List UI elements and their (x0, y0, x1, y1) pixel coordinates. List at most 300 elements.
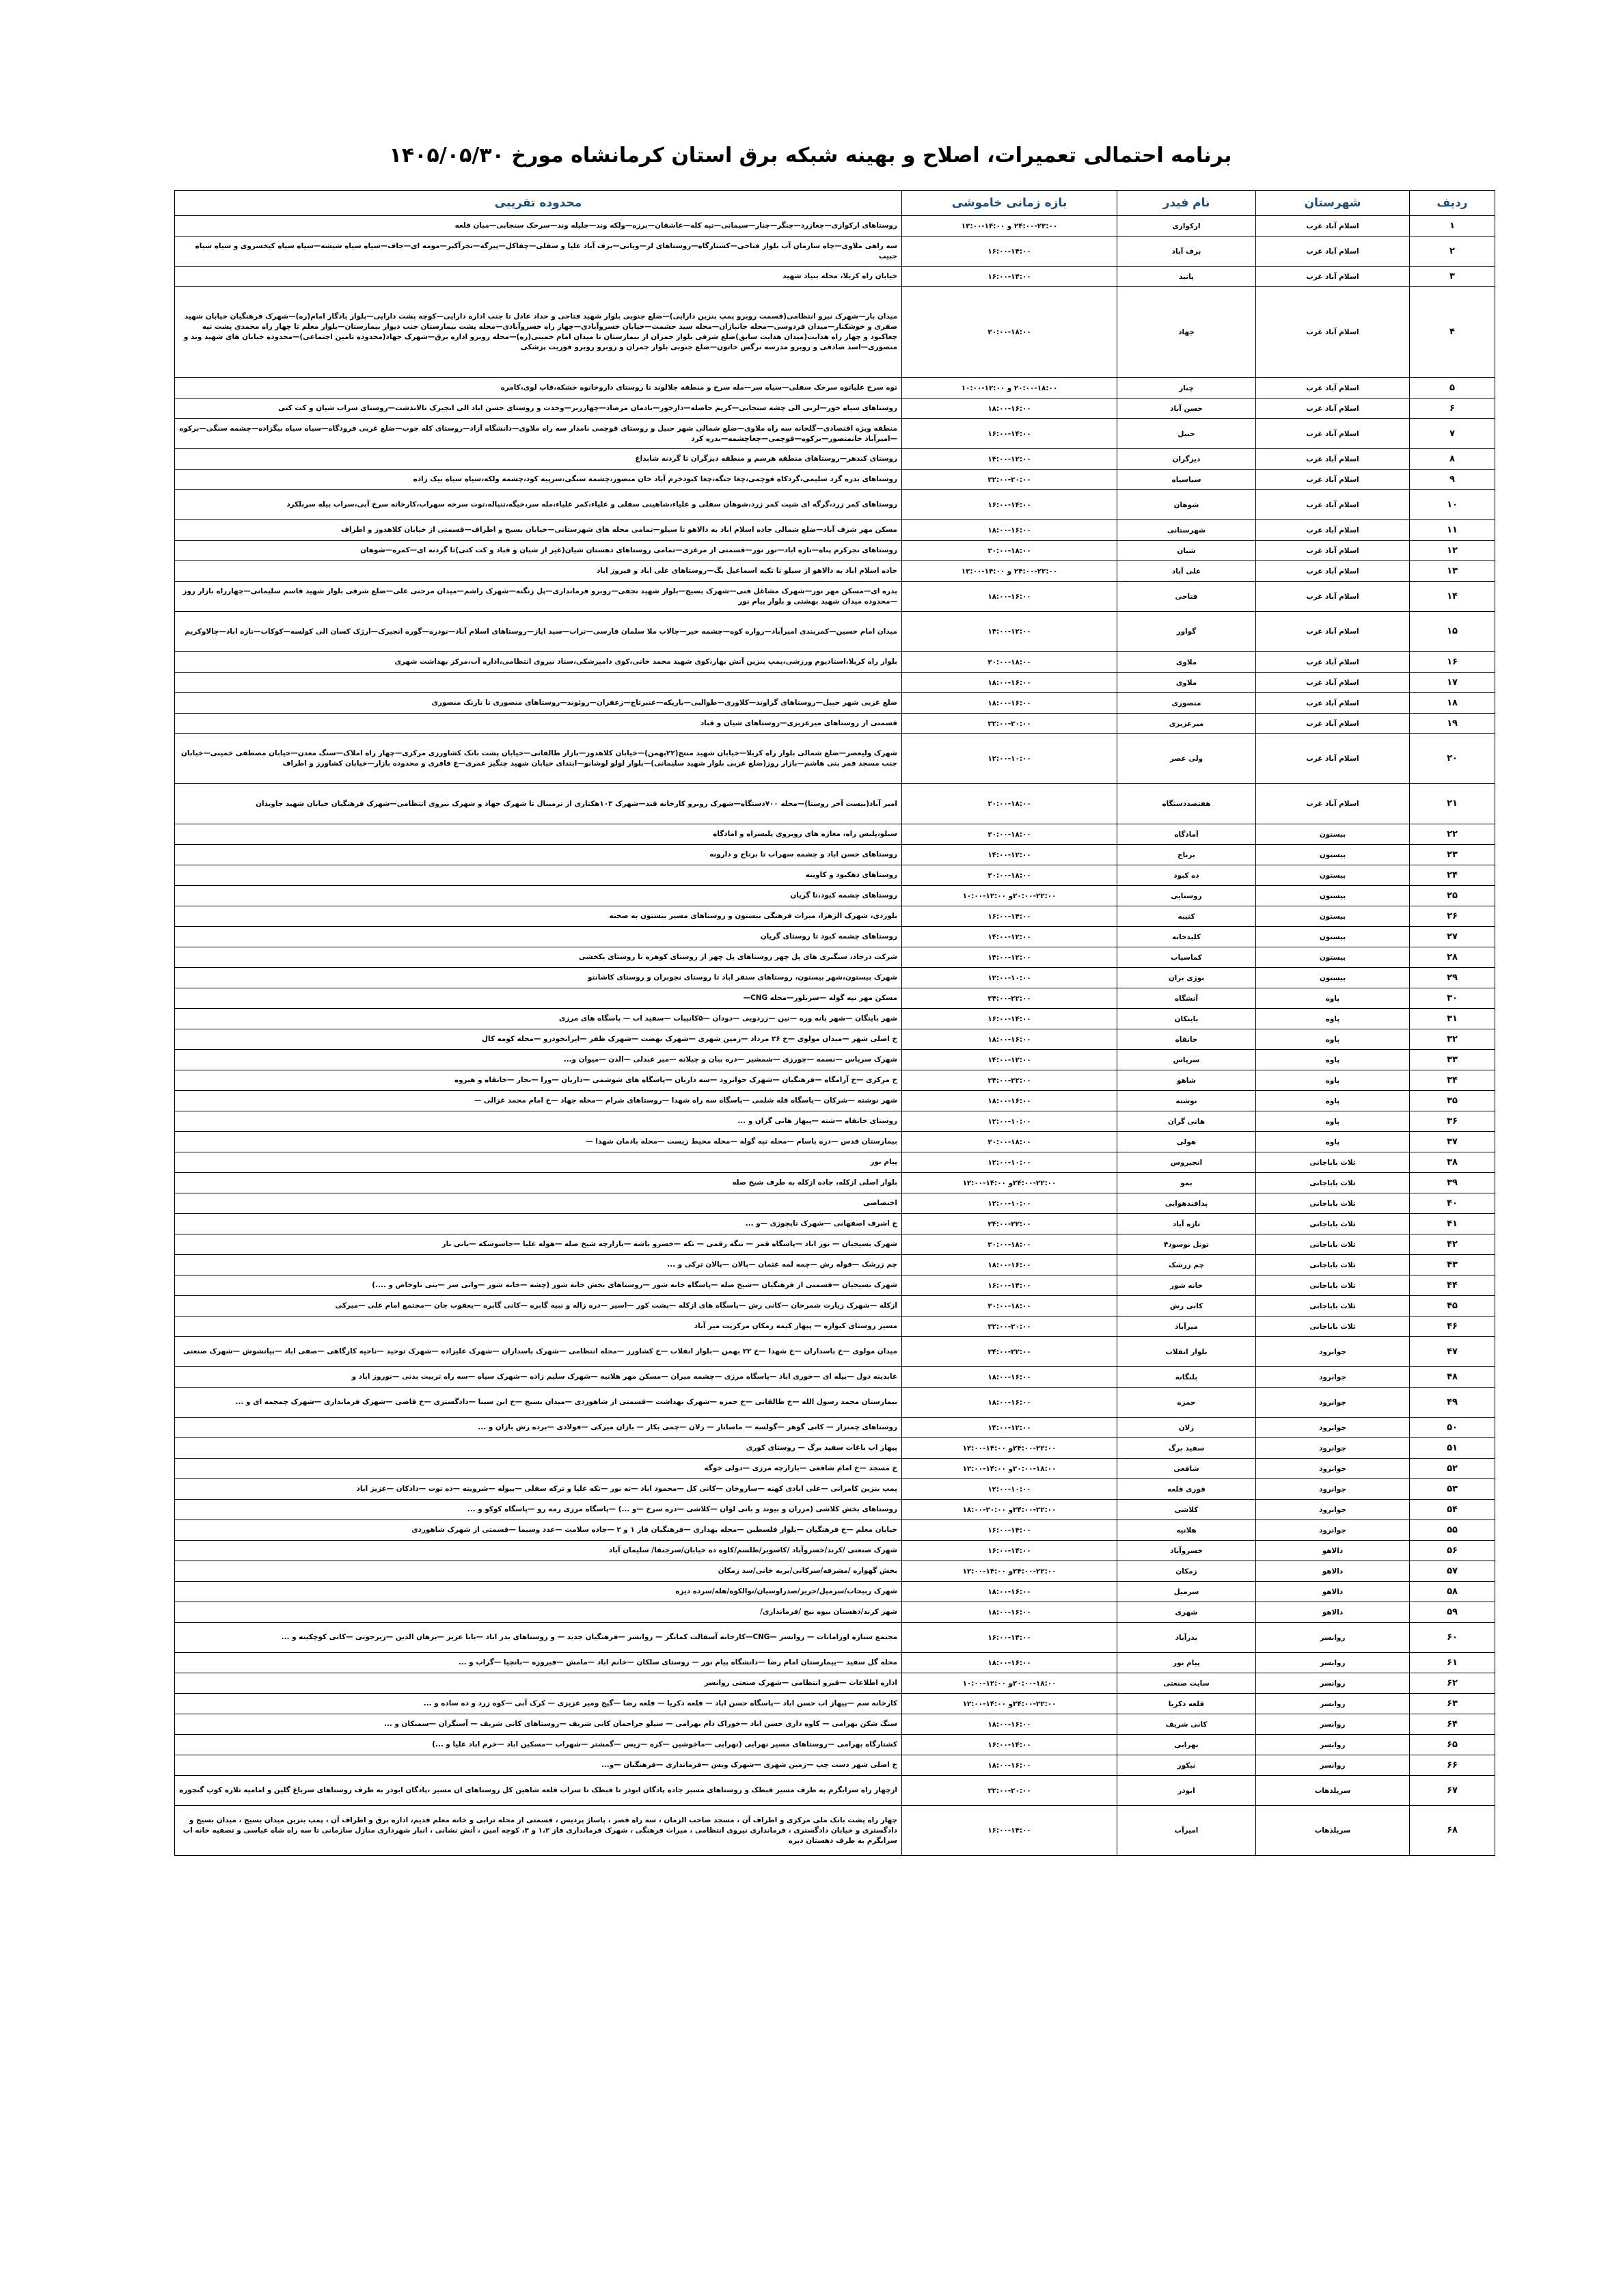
table-row (175, 1735, 1495, 1755)
table-row (175, 1132, 1495, 1152)
table-row (175, 1091, 1495, 1111)
table-row (175, 714, 1495, 734)
row-number-cell: ۲۹ (1410, 968, 1495, 988)
table-row (175, 1673, 1495, 1694)
area-cell: شرکت درجاد، سنگبری های پل چهر روستاهای پل چهر از روستای کوهره تا روستای یکخشی (175, 947, 902, 968)
feeder-cell: ملاوی (1117, 652, 1256, 673)
table-row (175, 612, 1495, 652)
area-cell: منطقه ویژه اقتصادی—گلخانه سه راه ملاوی—ضلع شمالی شهر حبیل و روستای قوچمی نامدار سه راه ملاوی—دانشگاه آزاد—روستای کله جوب—ضلع غربی فرودگاه—سیاه سیاه بیگزاده—چشمه سنگی—برکوه—امیرآباد خانمنصور—برکوه—قوچمی—چغاچشمه—بدره کرد (175, 419, 902, 449)
feeder-cell: ولی عصر (1117, 734, 1256, 784)
table-row (175, 1602, 1495, 1623)
area-cell: اداره اطلاعات —قیرو انتظامی —شهرک صنعتی روانسر (175, 1673, 902, 1694)
feeder-cell: خانه شور (1117, 1275, 1256, 1296)
outage-schedule-table (174, 190, 1495, 1856)
outage-time-cell: ۲۴:۰۰-۲۲:۰۰ و ۱۴:۰۰-۱۲:۰۰ (902, 561, 1117, 582)
outage-time-cell: ۲۴:۰۰-۲۲:۰۰و ۱۴:۰۰-۱۲:۰۰ (902, 1561, 1117, 1582)
table-row (175, 693, 1495, 714)
row-number-cell: ۳ (1410, 267, 1495, 287)
feeder-cell: علی آباد (1117, 561, 1256, 582)
feeder-cell: قلعه ذکریا (1117, 1694, 1256, 1714)
feeder-cell: کلیدخانه (1117, 927, 1256, 947)
feeder-cell: ابوذر (1117, 1776, 1256, 1806)
table-row (175, 1029, 1495, 1050)
feeder-cell: نیکور (1117, 1755, 1256, 1776)
header-approximate-area: محدوده تقریبی (175, 191, 902, 216)
feeder-cell: ده کبود (1117, 865, 1256, 886)
table-row (175, 1296, 1495, 1316)
area-cell: میدان امام حسین—کمربندی امیرآباد—زواره کوه—چشمه خیر—چالاب ملا سلمان فارسی—تراب—سید ایاز—روستاهای اسلام آباد—نودره—گوره انجیرک—ارژک کسان الی کولسه—کوکاب—تازه اباد—چالاوکریم (175, 612, 902, 652)
table-row (175, 561, 1495, 582)
outage-time-cell: ۲۲:۰۰-۲۰:۰۰ (902, 470, 1117, 490)
row-number-cell: ۵۹ (1410, 1602, 1495, 1623)
row-number-cell: ۵۴ (1410, 1500, 1495, 1520)
area-cell: روستاهای بدره گرد سلیمی،گردکاه قوچمی،چغا جنگه،چغا کبودخرم آباد خان منصور،چشمه سنگی،سرپیه کود،چشمه ولکه،سیاه سیاه بیک زاده (175, 470, 902, 490)
table-row (175, 582, 1495, 612)
city-cell: دالاهو (1256, 1602, 1410, 1623)
outage-time-cell: ۱۶:۰۰-۱۴:۰۰ (902, 1275, 1117, 1296)
outage-time-cell: ۱۸:۰۰-۱۶:۰۰ (902, 1653, 1117, 1673)
table-row (175, 1316, 1495, 1337)
city-cell: روانسر (1256, 1653, 1410, 1673)
feeder-cell: شافعی (1117, 1459, 1256, 1479)
city-cell: پاوه (1256, 1070, 1410, 1091)
feeder-cell: نوژی بران (1117, 968, 1256, 988)
city-cell: بیستون (1256, 968, 1410, 988)
row-number-cell: ۵۷ (1410, 1561, 1495, 1582)
feeder-cell: تازه آباد (1117, 1214, 1256, 1234)
area-cell: روستاهای چشمه کبود تا روستای گریان (175, 927, 902, 947)
outage-time-cell: ۱۶:۰۰-۱۴:۰۰ (902, 1541, 1117, 1561)
row-number-cell: ۴۲ (1410, 1234, 1495, 1255)
table-row (175, 673, 1495, 693)
outage-time-cell: ۲۰:۰۰-۱۸:۰۰ (902, 784, 1117, 824)
row-number-cell: ۶۰ (1410, 1623, 1495, 1653)
feeder-cell: هلانیه (1117, 1520, 1256, 1541)
area-cell: روستای کندهر—روستاهای منطقه هرسم و منطقه دیزگران تا گردنه شابداغ (175, 449, 902, 470)
table-row (175, 845, 1495, 865)
feeder-cell: شهری (1117, 1602, 1256, 1623)
table-row (175, 927, 1495, 947)
row-number-cell: ۵۳ (1410, 1479, 1495, 1500)
feeder-cell: نوشته (1117, 1091, 1256, 1111)
table-row (175, 1337, 1495, 1367)
city-cell: ثلاث باباجانی (1256, 1234, 1410, 1255)
row-number-cell: ۲۵ (1410, 886, 1495, 906)
area-cell: مسکن مهر تپه گوله —سربلور—محله CNG— (175, 988, 902, 1009)
area-cell: شهر باینگان —شهر بانه وره —نین —زردویی —دودان —۵کانیپاب —سفید اب — پاسگاه های مرزی (175, 1009, 902, 1029)
feeder-cell: حبیل (1117, 419, 1256, 449)
outage-time-cell: ۱۸:۰۰-۱۶:۰۰ (902, 1582, 1117, 1602)
area-cell: روستاهای نجرکرم پناه—تازه اباد—نور نور—قسمتی از مرغزی—تمامی روستاهای دهستان شیان(غیر از شیان و قباد و کت کتی)تا گردنه ای—کمره—شوهان (175, 541, 902, 561)
area-cell: خ اصلی شهر —میدان مولوی —خ ۲۶ مرداد —زمین شهری —شهرک نهضت —شهرک ظفر —ایرانخودرو —محله کومه کال (175, 1029, 902, 1050)
area-cell: خ اشرف اصفهانی —شهرک تایچوزی —و ... (175, 1214, 902, 1234)
outage-time-cell: ۲۰:۰۰-۱۸:۰۰ (902, 541, 1117, 561)
city-cell: اسلام آباد غرب (1256, 287, 1410, 378)
area-cell (175, 673, 902, 693)
row-number-cell: ۹ (1410, 470, 1495, 490)
feeder-cell: دیزگران (1117, 449, 1256, 470)
feeder-cell: میرعزیزی (1117, 714, 1256, 734)
area-cell: چهار راه پشت بانک ملی مرکزی و اطراف آن ، مسجد صاحب الزمان ، سه راه قصر ، پاساژ پردیس ، قسمتی از محله ترابی و خانه معلم قدیم، اداره برق و اطراف آن ، پمپ بنزین میدان بسیج ، میدان بسیج و دادگستری و خیابان دادگستری ، فرمانداری نیروی انتظامی ، میراث فرهنگی ، شهرک فرمانداری فاز ۱،۲ و ۳، کوچه امین ، آتش نشانی ، انبار شهرداری منازل سازمانی تا سه راه شاه عباسی و تصفیه خانه اب سرابگرم به طرف دهستان دیره (175, 1806, 902, 1856)
feeder-cell: کتیبه (1117, 906, 1256, 927)
row-number-cell: ۱۲ (1410, 541, 1495, 561)
feeder-cell: بدرآباد (1117, 1623, 1256, 1653)
outage-time-cell: ۲۰:۰۰-۱۸:۰۰ (902, 1132, 1117, 1152)
outage-time-cell: ۲۰:۰۰-۱۸:۰۰ (902, 865, 1117, 886)
row-number-cell: ۳۶ (1410, 1111, 1495, 1132)
table-row (175, 1776, 1495, 1806)
area-cell: بلوار اصلی ازکله، جاده ازکله به طرف شیخ صله (175, 1173, 902, 1193)
feeder-cell: بلوار انقلاب (1117, 1337, 1256, 1367)
city-cell: روانسر (1256, 1735, 1410, 1755)
feeder-cell: سرمیل (1117, 1582, 1256, 1602)
area-cell: پیام نور (175, 1152, 902, 1173)
outage-time-cell: ۱۸:۰۰-۱۶:۰۰ (902, 1388, 1117, 1418)
table-row (175, 1714, 1495, 1735)
row-number-cell: ۲۸ (1410, 947, 1495, 968)
table-row (175, 1111, 1495, 1132)
row-number-cell: ۱۴ (1410, 582, 1495, 612)
row-number-cell: ۶۵ (1410, 1735, 1495, 1755)
area-cell: شهر کرند/دهستان بیوه نیج /فرمانداری/ (175, 1602, 902, 1623)
area-cell: شهرک بسیجیان —قسمتی از فرهنگیان —شیخ صله —پاسگاه خانه شور —روستاهای بخش خانه شور (چشه —خانه شور —وانی سر —بنی ناوخاص و ....) (175, 1275, 902, 1296)
table-row (175, 1214, 1495, 1234)
outage-time-cell: ۱۶:۰۰-۱۴:۰۰ (902, 267, 1117, 287)
area-cell: روستای خانقاه —شته —پیهاز هانی گران و ... (175, 1111, 902, 1132)
area-cell: سه راهی ملاوی—چاه سازمان آب بلوار فتاحی—کشتارگاه—روستاهای لر—ویانی—برف آباد علیا و سفلی—چقاکل—پیرگه—تجرآکبر—مومه ای—جاف—سیاه سیاه شیشه—سیاه سیاه کیخسروی و سیاه سیاه حبیب (175, 237, 902, 267)
city-cell: اسلام آباد غرب (1256, 419, 1410, 449)
city-cell: پاوه (1256, 1009, 1410, 1029)
row-number-cell: ۱۷ (1410, 673, 1495, 693)
area-cell: شهرک ربیحاب/سرمیل/حریر/صدراوسیان/نوالکوه/هله/سرده دیزه (175, 1582, 902, 1602)
outage-time-cell: ۱۲:۰۰-۱۰:۰۰ (902, 968, 1117, 988)
city-cell: روانسر (1256, 1714, 1410, 1735)
city-cell: بیستون (1256, 947, 1410, 968)
feeder-cell: امیرآب (1117, 1806, 1256, 1856)
outage-time-cell: ۱۶:۰۰-۱۴:۰۰ (902, 490, 1117, 520)
feeder-cell: آمادگاه (1117, 824, 1256, 845)
table-row (175, 1367, 1495, 1388)
city-cell: سرپلذهاب (1256, 1806, 1410, 1856)
outage-time-cell: ۱۶:۰۰-۱۴:۰۰ (902, 1009, 1117, 1029)
area-cell: شهرک بیستون،شهر بیستون، روستاهای سنقر اباد تا روستای نجوبران و روستای کاشانتو (175, 968, 902, 988)
area-cell: شهرک بسیجیان — نور اباد —پاسگاه قمر — تنگه رقمی — تکه —خسرو باشه —بازارچه شیخ صله —هوله علیا —جاسوسکه —بانی نار (175, 1234, 902, 1255)
table-row (175, 1234, 1495, 1255)
table-row (175, 1070, 1495, 1091)
outage-time-cell: ۱۸:۰۰-۱۶:۰۰ (902, 582, 1117, 612)
table-row (175, 378, 1495, 399)
table-row (175, 1653, 1495, 1673)
row-number-cell: ۴۵ (1410, 1296, 1495, 1316)
city-cell: اسلام آباد غرب (1256, 470, 1410, 490)
page-title: برنامه احتمالی تعمیرات، اصلاح و بهینه شبکه برق استان کرمانشاه مورخ ۱۴۰۵/۰۵/۳۰ (389, 144, 1232, 167)
feeder-cell: منصوری (1117, 693, 1256, 714)
feeder-cell: کانی شریف (1117, 1714, 1256, 1735)
area-cell: روستاهای چشمه کبود،تا گریان (175, 886, 902, 906)
table-row (175, 1582, 1495, 1602)
outage-time-cell: ۱۶:۰۰-۱۴:۰۰ (902, 237, 1117, 267)
area-cell: سنگ شکن بهرامی — کاوه داری حسن اباد —خوراک دام بهرامی — سیلو جراحمان کانی شریف —روستاهای کانی شریف — آسنگران —سمنکان و ... (175, 1714, 902, 1735)
area-cell: روستاهای دهکبود و کاوینه (175, 865, 902, 886)
feeder-cell: هانی گران (1117, 1111, 1256, 1132)
city-cell: روانسر (1256, 1755, 1410, 1776)
outage-time-cell: ۲۲:۰۰-۲۰:۰۰ (902, 714, 1117, 734)
outage-time-cell: ۲۰:۰۰-۱۸:۰۰ (902, 652, 1117, 673)
feeder-cell: کماسیاب (1117, 947, 1256, 968)
outage-time-cell: ۲۴:۰۰-۲۲:۰۰ (902, 1214, 1117, 1234)
city-cell: اسلام آباد غرب (1256, 784, 1410, 824)
city-cell: بیستون (1256, 927, 1410, 947)
outage-time-cell: ۱۲:۰۰-۱۰:۰۰ (902, 1479, 1117, 1500)
table-row (175, 734, 1495, 784)
table-row (175, 1520, 1495, 1541)
city-cell: اسلام آباد غرب (1256, 399, 1410, 419)
table-row (175, 287, 1495, 378)
outage-time-cell: ۲۴:۰۰-۲۲:۰۰ و ۱۴:۰۰-۱۲:۰۰ (902, 216, 1117, 237)
city-cell: ثلاث باباجانی (1256, 1255, 1410, 1275)
area-cell: ازچهار راه سرابگرم به طرف مسیر قبطک و روستاهای مسیر جاده پادگان ابوذر تا قبطک تا سراب قلعه شاهین کل روستاهای ان مسیر ،پادگان ابوذر به طرف روستاهای سرباغ گلین و امامیه تلاره کوپ گنجوره (175, 1776, 902, 1806)
outage-time-cell: ۱۴:۰۰-۱۲:۰۰ (902, 612, 1117, 652)
feeder-cell: شوهان (1117, 490, 1256, 520)
feeder-cell: چنار (1117, 378, 1256, 399)
city-cell: دالاهو (1256, 1561, 1410, 1582)
table-row (175, 470, 1495, 490)
row-number-cell: ۱۳ (1410, 561, 1495, 582)
table-row (175, 1418, 1495, 1438)
area-cell: میدان بار—شهرک نیرو انتظامی(قسمت روبرو پمپ بنزین دارایی)—ضلع جنوبی بلوار شهید فتاحی و حداد عادل تا جنب اداره دارایی—کوچه پشت دارایی—بلوار یادگار امام(ره)—شهرک فرهنگیان خیابان شهید صفری و خوشکنار—میدان فردوسی—محله جانبازان—محله سید حشمت—خیابان خسروآبادی—چهار راه خسروآبادی—محله پشت بیمارستان جنب دیوار بیمارستان—بلوار معلم تا چهار راه محمدی پشت تپه چغاکبود و چهار راه هدایت(میدان هدایت سابق)ضلع شرقی بلوار جمران از بیمارستان تا میدان امام خمینی(ره)—محله روبرو اداره برق—شهرک جهاد(محدوده تامین اجتماعی)—محدوده خیابان های شهید وند و منصوری—اسد صادقی و روبرو مدرسه نرگس خاتون—ضلع جنوبی بلوار جمران و روبرو روبرو فوریت پزشکی (175, 287, 902, 378)
row-number-cell: ۶۷ (1410, 1776, 1495, 1806)
outage-time-cell: ۲۰:۰۰-۱۸:۰۰ (902, 287, 1117, 378)
row-number-cell: ۱۹ (1410, 714, 1495, 734)
feeder-cell: شهرستانی (1117, 520, 1256, 541)
row-number-cell: ۱۶ (1410, 652, 1495, 673)
row-number-cell: ۱۱ (1410, 520, 1495, 541)
feeder-cell: ارکوازی (1117, 216, 1256, 237)
row-number-cell: ۲۱ (1410, 784, 1495, 824)
city-cell: روانسر (1256, 1623, 1410, 1653)
table-row (175, 237, 1495, 267)
area-cell: خ مسجد —خ امام شافعی —بازارچه مرزی —دولی خوگه (175, 1459, 902, 1479)
city-cell: بیستون (1256, 906, 1410, 927)
outage-time-cell: ۲۰:۰۰-۱۸:۰۰و ۱۲:۰۰-۱۰:۰۰ (902, 1673, 1117, 1694)
table-row (175, 906, 1495, 927)
row-number-cell: ۴۴ (1410, 1275, 1495, 1296)
city-cell: جوانرود (1256, 1388, 1410, 1418)
outage-time-cell: ۱۶:۰۰-۱۴:۰۰ (902, 419, 1117, 449)
city-cell: پاوه (1256, 1132, 1410, 1152)
feeder-cell: برف آباد (1117, 237, 1256, 267)
row-number-cell: ۲۶ (1410, 906, 1495, 927)
city-cell: اسلام آباد غرب (1256, 237, 1410, 267)
area-cell: بخش گهواره /مشرفه/سرکانی/بریه خانی/سد زمکان (175, 1561, 902, 1582)
area-cell: بلوار راه کربلا،استادیوم ورزشی،پمپ بنزین آتش بهار،کوی شهید محمد خانی،کوی دامپزشکی،ستاد نیروی انتظامی،اداره آب،مرکز بهداشت شهری (175, 652, 902, 673)
row-number-cell: ۶ (1410, 399, 1495, 419)
feeder-cell: زلان (1117, 1418, 1256, 1438)
table-row (175, 399, 1495, 419)
city-cell: جوانرود (1256, 1500, 1410, 1520)
feeder-cell: پدافندهوایی (1117, 1193, 1256, 1214)
feeder-cell: هفتصددستگاه (1117, 784, 1256, 824)
city-cell: بیستون (1256, 824, 1410, 845)
table-row (175, 216, 1495, 237)
row-number-cell: ۸ (1410, 449, 1495, 470)
outage-time-cell: ۱۶:۰۰-۱۴:۰۰ (902, 1735, 1117, 1755)
area-cell: پمپ بنزین کامرانی —علی ابادی کهنه —ساروخان —کانی کل —محمود اباد —ته نور —تکه علیا و ترکه سفلی —بیوله —شروینه —ده توت —دادکان —عزیز اباد (175, 1479, 902, 1500)
area-cell: روستاهای حسن اباد و چشمه سهراب تا برناج و دارونه (175, 845, 902, 865)
outage-time-cell: ۱۸:۰۰-۱۶:۰۰ (902, 1255, 1117, 1275)
area-cell: اختصاصی (175, 1193, 902, 1214)
outage-time-cell: ۲۴:۰۰-۲۲:۰۰ (902, 1070, 1117, 1091)
feeder-cell: روستایی (1117, 886, 1256, 906)
row-number-cell: ۳۰ (1410, 988, 1495, 1009)
city-cell: پاوه (1256, 1111, 1410, 1132)
city-cell: پاوه (1256, 1091, 1410, 1111)
city-cell: روانسر (1256, 1673, 1410, 1694)
row-number-cell: ۳۲ (1410, 1029, 1495, 1050)
city-cell: ثلاث باباجانی (1256, 1275, 1410, 1296)
row-number-cell: ۶۶ (1410, 1755, 1495, 1776)
city-cell: اسلام آباد غرب (1256, 714, 1410, 734)
table-body (175, 216, 1495, 1856)
outage-time-cell: ۱۴:۰۰-۱۲:۰۰ (902, 947, 1117, 968)
city-cell: بیستون (1256, 865, 1410, 886)
feeder-cell: بلنگانه (1117, 1367, 1256, 1388)
area-cell: بلوردی، شهرک الزهرا، میراث فرهنگی بیستون و روستاهای مسیر بیستون به صحنه (175, 906, 902, 927)
outage-time-cell: ۱۴:۰۰-۱۲:۰۰ (902, 927, 1117, 947)
area-cell: مسیر روستای کیوازه — پیهاز کیمه زمکان مرکزیت میر آباد (175, 1316, 902, 1337)
feeder-cell: انجیروس (1117, 1152, 1256, 1173)
feeder-cell: پانید (1117, 267, 1256, 287)
city-cell: سرپلذهاب (1256, 1776, 1410, 1806)
row-number-cell: ۴۶ (1410, 1316, 1495, 1337)
city-cell: اسلام آباد غرب (1256, 520, 1410, 541)
table-row (175, 1009, 1495, 1029)
city-cell: ثلاث باباجانی (1256, 1296, 1410, 1316)
table-row (175, 1459, 1495, 1479)
table-row (175, 541, 1495, 561)
table-row (175, 865, 1495, 886)
area-cell: بیمارستان قدس —دره باسام —محله تپه گوله —محله محیط زیست —محله بادمان شهدا — (175, 1132, 902, 1152)
row-number-cell: ۱۵ (1410, 612, 1495, 652)
area-cell: ازکله —شهرک زیارت شمرخان —کانی رش —پاسگاه های ازکله —پشت کور —اسیر —دره زاله و نبیه گابره —کانی گابره —یعقوب جان —مجتمع امام علی —میرکی (175, 1296, 902, 1316)
outage-time-cell: ۱۴:۰۰-۱۲:۰۰ (902, 845, 1117, 865)
city-cell: پاوه (1256, 988, 1410, 1009)
feeder-cell: جهاد (1117, 287, 1256, 378)
outage-time-cell: ۲۴:۰۰-۲۲:۰۰و ۱۴:۰۰-۱۲:۰۰ (902, 1438, 1117, 1459)
area-cell: کارخانه سم —پیهاز اب حسن اباد —پاسگاه حسن اباد — قلعه ذکریا — قلعه رضا —گیج ومیر عزیزی — کرک آبی —کوه زرد و ده ساده و ... (175, 1694, 902, 1714)
feeder-cell: حسن آباد (1117, 399, 1256, 419)
row-number-cell: ۲۴ (1410, 865, 1495, 886)
header-feeder: نام فیدر (1117, 191, 1256, 216)
row-number-cell: ۴۰ (1410, 1193, 1495, 1214)
city-cell: اسلام آباد غرب (1256, 612, 1410, 652)
feeder-cell: ملاوی (1117, 673, 1256, 693)
outage-time-cell: ۱۸:۰۰-۱۶:۰۰ (902, 1602, 1117, 1623)
city-cell: پاوه (1256, 1029, 1410, 1050)
area-cell: روستاهای کمر زرد،گرگه ای شیت کمر زرد،شوهان سفلی و علیاء،شاهینی سفلی و علیاء،کمر علیاء،مله سر،خیگه،تنیاله،توت سرخه سهراب،کارخانه سرخ آبی،سراب بیله سربلکرد (175, 490, 902, 520)
outage-time-cell: ۱۴:۰۰-۱۲:۰۰ (902, 449, 1117, 470)
city-cell: اسلام آباد غرب (1256, 216, 1410, 237)
feeder-cell: تونل نوسود۴ (1117, 1234, 1256, 1255)
city-cell: ثلاث باباجانی (1256, 1173, 1410, 1193)
row-number-cell: ۲۲ (1410, 824, 1495, 845)
table-row (175, 947, 1495, 968)
feeder-cell: زمکان (1117, 1561, 1256, 1582)
table-row (175, 419, 1495, 449)
city-cell: ثلاث باباجانی (1256, 1193, 1410, 1214)
area-cell: چم زرشک —قوله رش —چمه لمه عثمان —پالان —پالان ترکی و ... (175, 1255, 902, 1275)
area-cell: شهرک صنعتی /کرند/خسروآباد /کاسوبر/طلسم/کاوه ده خیابان/سرجنقا/ سلیمان آباد (175, 1541, 902, 1561)
outage-time-cell: ۱۸:۰۰-۱۶:۰۰ (902, 1029, 1117, 1050)
feeder-cell: شیان (1117, 541, 1256, 561)
row-number-cell: ۳۵ (1410, 1091, 1495, 1111)
table-row (175, 1561, 1495, 1582)
feeder-cell: بمو (1117, 1173, 1256, 1193)
area-cell: ضلع غربی شهر حبیل—روستاهای گراوند—کلاوری—طوالبی—باریکه—عنبرتاج—زعفران—روئوند—روستاهای منصوری تا نارنک منصوری (175, 693, 902, 714)
row-number-cell: ۵ (1410, 378, 1495, 399)
table-header-row (175, 191, 1495, 216)
city-cell: بیستون (1256, 845, 1410, 865)
outage-time-cell: ۱۶:۰۰-۱۴:۰۰ (902, 1806, 1117, 1856)
feeder-cell: کلاشی (1117, 1500, 1256, 1520)
row-number-cell: ۴ (1410, 287, 1495, 378)
table-row (175, 1275, 1495, 1296)
table-row (175, 968, 1495, 988)
city-cell: اسلام آباد غرب (1256, 582, 1410, 612)
feeder-cell: بایتکان (1117, 1009, 1256, 1029)
area-cell: شهرک سرپاس —نسمه —چورزی —شمشیر —دره بیان و چیلانه —میر عبدلی —الدن —میوان و... (175, 1050, 902, 1070)
city-cell: اسلام آباد غرب (1256, 652, 1410, 673)
city-cell: جوانرود (1256, 1418, 1410, 1438)
feeder-cell: آتشگاه (1117, 988, 1256, 1009)
outage-time-cell: ۱۲:۰۰-۱۰:۰۰ (902, 1111, 1117, 1132)
table-row (175, 1050, 1495, 1070)
outage-time-cell: ۲۴:۰۰-۲۲:۰۰و ۱۴:۰۰-۱۲:۰۰ (902, 1173, 1117, 1193)
area-cell: کشتارگاه بهرامی —روستاهای مسیر نهرابی (نهرابی —ماخوشین —کره —زیس —گمشتر —شهراب —مسکین اباد —خرم اباد علیا و ...) (175, 1735, 902, 1755)
feeder-cell: نهرابی (1117, 1735, 1256, 1755)
outage-time-cell: ۲۴:۰۰-۲۲:۰۰ (902, 988, 1117, 1009)
table-row (175, 886, 1495, 906)
city-cell: ثلاث باباجانی (1256, 1152, 1410, 1173)
city-cell: اسلام آباد غرب (1256, 693, 1410, 714)
table-row (175, 1479, 1495, 1500)
outage-time-cell: ۱۴:۰۰-۱۲:۰۰ (902, 1050, 1117, 1070)
city-cell: بیستون (1256, 886, 1410, 906)
city-cell: اسلام آباد غرب (1256, 490, 1410, 520)
feeder-cell: کانی رش (1117, 1296, 1256, 1316)
outage-time-cell: ۲۲:۰۰-۲۰:۰۰ (902, 1316, 1117, 1337)
city-cell: جوانرود (1256, 1520, 1410, 1541)
city-cell: ثلاث باباجانی (1256, 1214, 1410, 1234)
area-cell: قسمتی از روستاهای میرعزیزی—روستاهای شیان و قباد (175, 714, 902, 734)
area-cell: روستاهای سیاه خور—لرنی الی چشه سنجابی—کریم حاصله—دارخور—بادمان مرصاد—چهارزبر—وحدت و روستای حسن اباد الی انجیرک تالانذشت—روستای سراب شیان و کت کتی (175, 399, 902, 419)
area-cell: عابدینه دول —بیله ای —خوری اباد —پاسگاه مرزی —چشمه میران —مسکن مهر هلانیه —شهرک سلیم زاده —شهرک سیاه —سه راه تربیت بدنی —نوروز اباد و (175, 1367, 902, 1388)
area-cell: امیر آباد(بیست آخر روستا)—محله ۷۰۰دستگاه—شهرک روبرو کارخانه قند—شهرک ۱۰۳هکتاری از ترمینال تا شهرک جهاد و شهرک نیروی انتظامی—شهرک فرهنگیان خیابان شهید جاویدان (175, 784, 902, 824)
outage-time-cell: ۱۴:۰۰-۱۲:۰۰ (902, 1418, 1117, 1438)
area-cell: شهرک ولیعصر—ضلع شمالی بلوار راه کربلا—خیابان شهید منتج(۲۲بهمن)—خیابان کلاهدوز—بازار طالقانی—خیابان پشت بانک کشاورزی مرکزی—چهار راه املاک—سنگ معدن—خیابان مصطفی خمینی—خیابان جنب مسجد قمر بنی هاشم—بازار روز(ضلع غربی بلوار شهید سلیمانی)—بلوار لولو لوشانو—ابتدای خیابان شهید چنگیز عمری—ع قافری و محدوده بازار—خیابان کشاورز و اطراف (175, 734, 902, 784)
table-row (175, 1806, 1495, 1856)
city-cell: جوانرود (1256, 1337, 1410, 1367)
city-cell: جوانرود (1256, 1438, 1410, 1459)
city-cell: جوانرود (1256, 1479, 1410, 1500)
feeder-cell: شاهو (1117, 1070, 1256, 1091)
row-number-cell: ۱۸ (1410, 693, 1495, 714)
row-number-cell: ۴۸ (1410, 1367, 1495, 1388)
outage-time-cell: ۱۸:۰۰-۱۶:۰۰ (902, 520, 1117, 541)
area-cell: شهر نوشته —شرکان —پاسگاه قله شلمی —پاسگاه سه راه شهدا —روستاهای شرام —محله جهاد —خ امام محمد غزالی — (175, 1091, 902, 1111)
outage-time-cell: ۱۶:۰۰-۱۴:۰۰ (902, 1520, 1117, 1541)
table-row (175, 1438, 1495, 1459)
